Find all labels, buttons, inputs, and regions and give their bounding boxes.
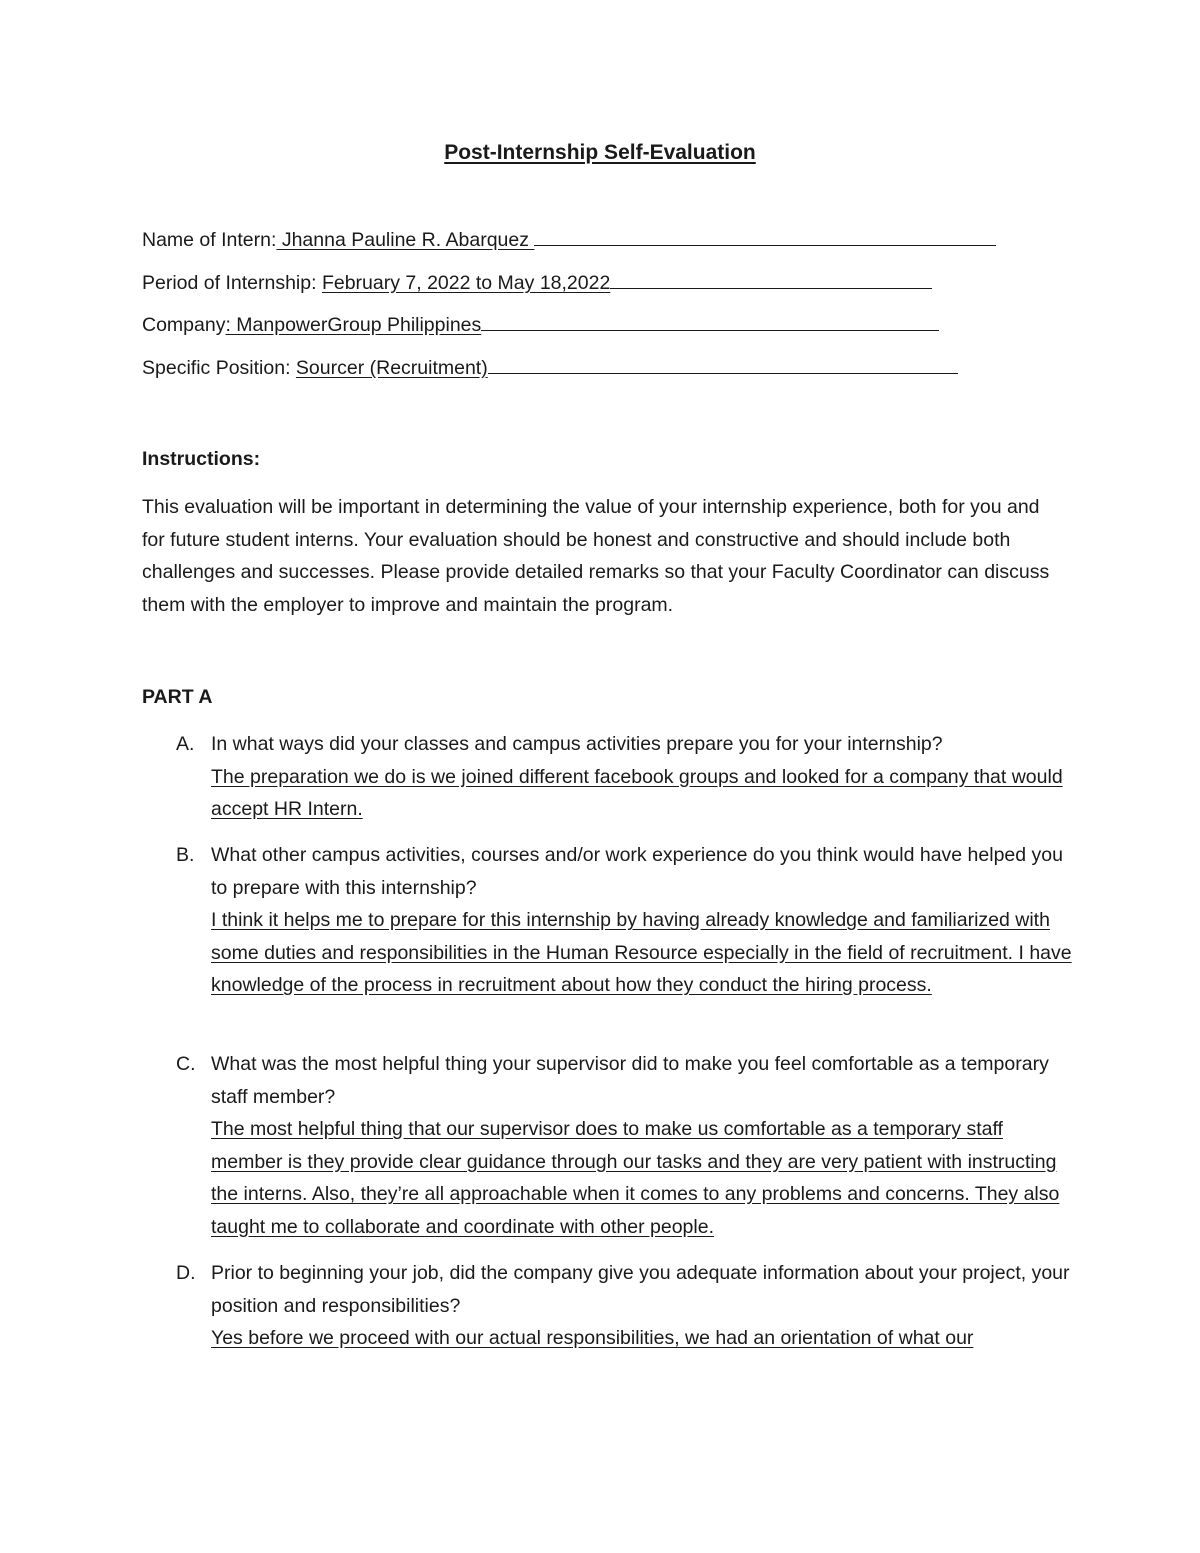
answer-text: The preparation we do is we joined different facebook groups and looked for a company that would accept HR Intern. xyxy=(211,765,1063,820)
company-value: : ManpowerGroup Philippines xyxy=(225,314,482,336)
period-label: Period of Internship: xyxy=(142,272,317,294)
period-blank-line xyxy=(610,271,932,289)
company-field xyxy=(142,313,939,337)
question-letter: C. xyxy=(176,1053,196,1075)
instructions-heading: Instructions: xyxy=(142,448,261,470)
name-blank-line xyxy=(534,228,996,246)
question-d xyxy=(142,1257,1072,1355)
position-blank-line xyxy=(488,356,958,374)
instructions-text: This evaluation will be important in determining the value of your internship experience, both for you and for future student interns. Your evaluation should be honest and constructive and should include both challenges and successes. Please provide detailed remarks so that your Faculty Coordinator can discuss them with the employer to improve and maintain the program. xyxy=(142,496,1050,617)
answer-text: The most helpful thing that our supervisor does to make us comfortable as a temporary staff member is they provide clear guidance through our tasks and they are very patient with instructing the interns. Also, they’re all approachable when it comes to any problems and concerns. They also taught me to collaborate and coordinate with other people. xyxy=(211,1118,1060,1238)
question-text: What other campus activities, courses and/or work experience do you think would have helped you to prepare with this internship? xyxy=(211,844,1063,899)
question-letter: D. xyxy=(176,1262,196,1284)
answer-text: I think it helps me to prepare for this internship by having already knowledge and familiarized with some duties and responsibilities in the Human Resource especially in the field of recruitment. I have knowledge of the process in recruitment about how they conduct the hiring process. xyxy=(211,909,1072,996)
answer-text: Yes before we proceed with our actual responsibilities, we had an orientation of what our xyxy=(211,1327,974,1349)
company-blank-line xyxy=(481,313,939,331)
part-a-heading: PART A xyxy=(142,686,213,708)
question-text: Prior to beginning your job, did the company give you adequate information about your project, your position and responsibilities? xyxy=(211,1262,1070,1317)
position-value: Sourcer (Recruitment) xyxy=(295,357,488,379)
position-field xyxy=(142,356,958,380)
name-of-intern-field xyxy=(142,228,996,252)
name-label: Name of Intern: xyxy=(142,229,277,251)
question-letter: A. xyxy=(176,733,195,755)
position-label: Specific Position: xyxy=(142,357,291,379)
page-title: Post-Internship Self-Evaluation xyxy=(444,141,756,164)
question-text: In what ways did your classes and campus activities prepare you for your internship? xyxy=(211,733,943,755)
name-value: Jhanna Pauline R. Abarquez xyxy=(276,229,535,251)
question-text: What was the most helpful thing your supervisor did to make you feel comfortable as a temporary staff member? xyxy=(211,1053,1049,1108)
company-label: Company xyxy=(142,314,226,336)
period-value: February 7, 2022 to May 18,2022 xyxy=(321,272,611,294)
question-b xyxy=(142,839,1072,1002)
question-letter: B. xyxy=(176,844,195,866)
question-c xyxy=(142,1048,1072,1243)
period-field xyxy=(142,271,932,295)
question-a xyxy=(142,728,1072,826)
